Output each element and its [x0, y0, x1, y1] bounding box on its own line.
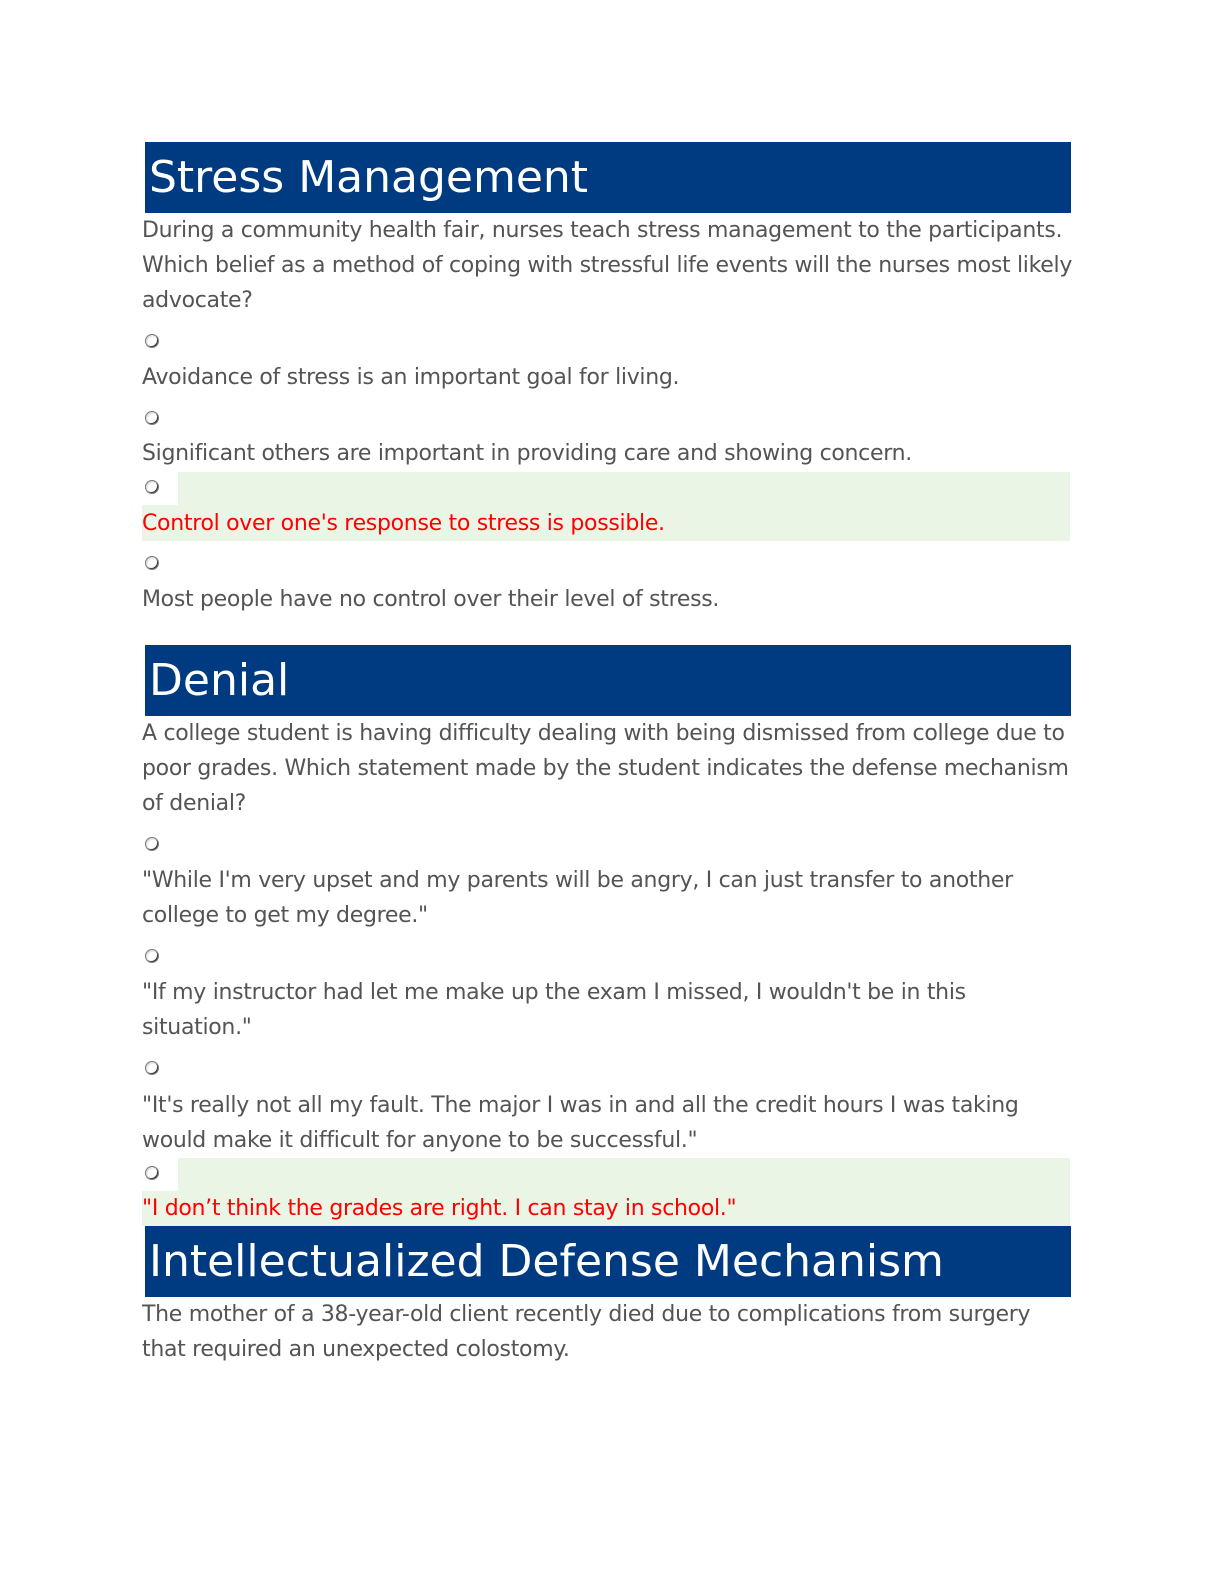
question-text: During a community health fair, nurses teach stress management to the participants. Which belief as a method of coping with stressful life events will the nurses most likely advocate?	[142, 218, 1073, 313]
radio-button[interactable]	[145, 1166, 159, 1180]
section-title-intellectualized-defense-mechanism: Intellectualized Defense Mechanism	[145, 1226, 1071, 1297]
radio-button[interactable]	[145, 334, 159, 348]
radio-button[interactable]	[145, 1061, 159, 1075]
correct-answer-option: Control over one's response to stress is possible.	[142, 511, 665, 536]
correct-answer-option: "I don’t think the grades are right. I can stay in school."	[142, 1196, 737, 1221]
correct-answer-highlight	[178, 472, 1070, 505]
radio-button[interactable]	[145, 837, 159, 851]
section-title-denial: Denial	[145, 645, 1071, 716]
section-title-stress-management: Stress Management	[145, 142, 1071, 213]
answer-option: "If my instructor had let me make up the exam I missed, I wouldn't be in this situation."	[142, 980, 966, 1040]
radio-button[interactable]	[145, 411, 159, 425]
radio-button[interactable]	[145, 480, 159, 494]
answer-option: Significant others are important in providing care and showing concern.	[142, 441, 912, 466]
answer-option: "While I'm very upset and my parents will be angry, I can just transfer to another college to get my degree."	[142, 868, 1013, 928]
answer-option: Avoidance of stress is an important goal for living.	[142, 365, 680, 390]
answer-option: Most people have no control over their level of stress.	[142, 587, 720, 612]
correct-answer-highlight	[178, 1158, 1070, 1191]
radio-button[interactable]	[145, 556, 159, 570]
answer-option: "It's really not all my fault. The major I was in and all the credit hours I was taking would make it difficult for anyone to be successful."	[142, 1093, 1019, 1153]
radio-button[interactable]	[145, 949, 159, 963]
question-text: The mother of a 38-year-old client recently died due to complications from surgery that required an unexpected colostomy.	[142, 1302, 1031, 1362]
question-text: A college student is having difficulty dealing with being dismissed from college due to poor grades. Which statement made by the student indicates the defense mechanism of denial?	[142, 721, 1069, 816]
